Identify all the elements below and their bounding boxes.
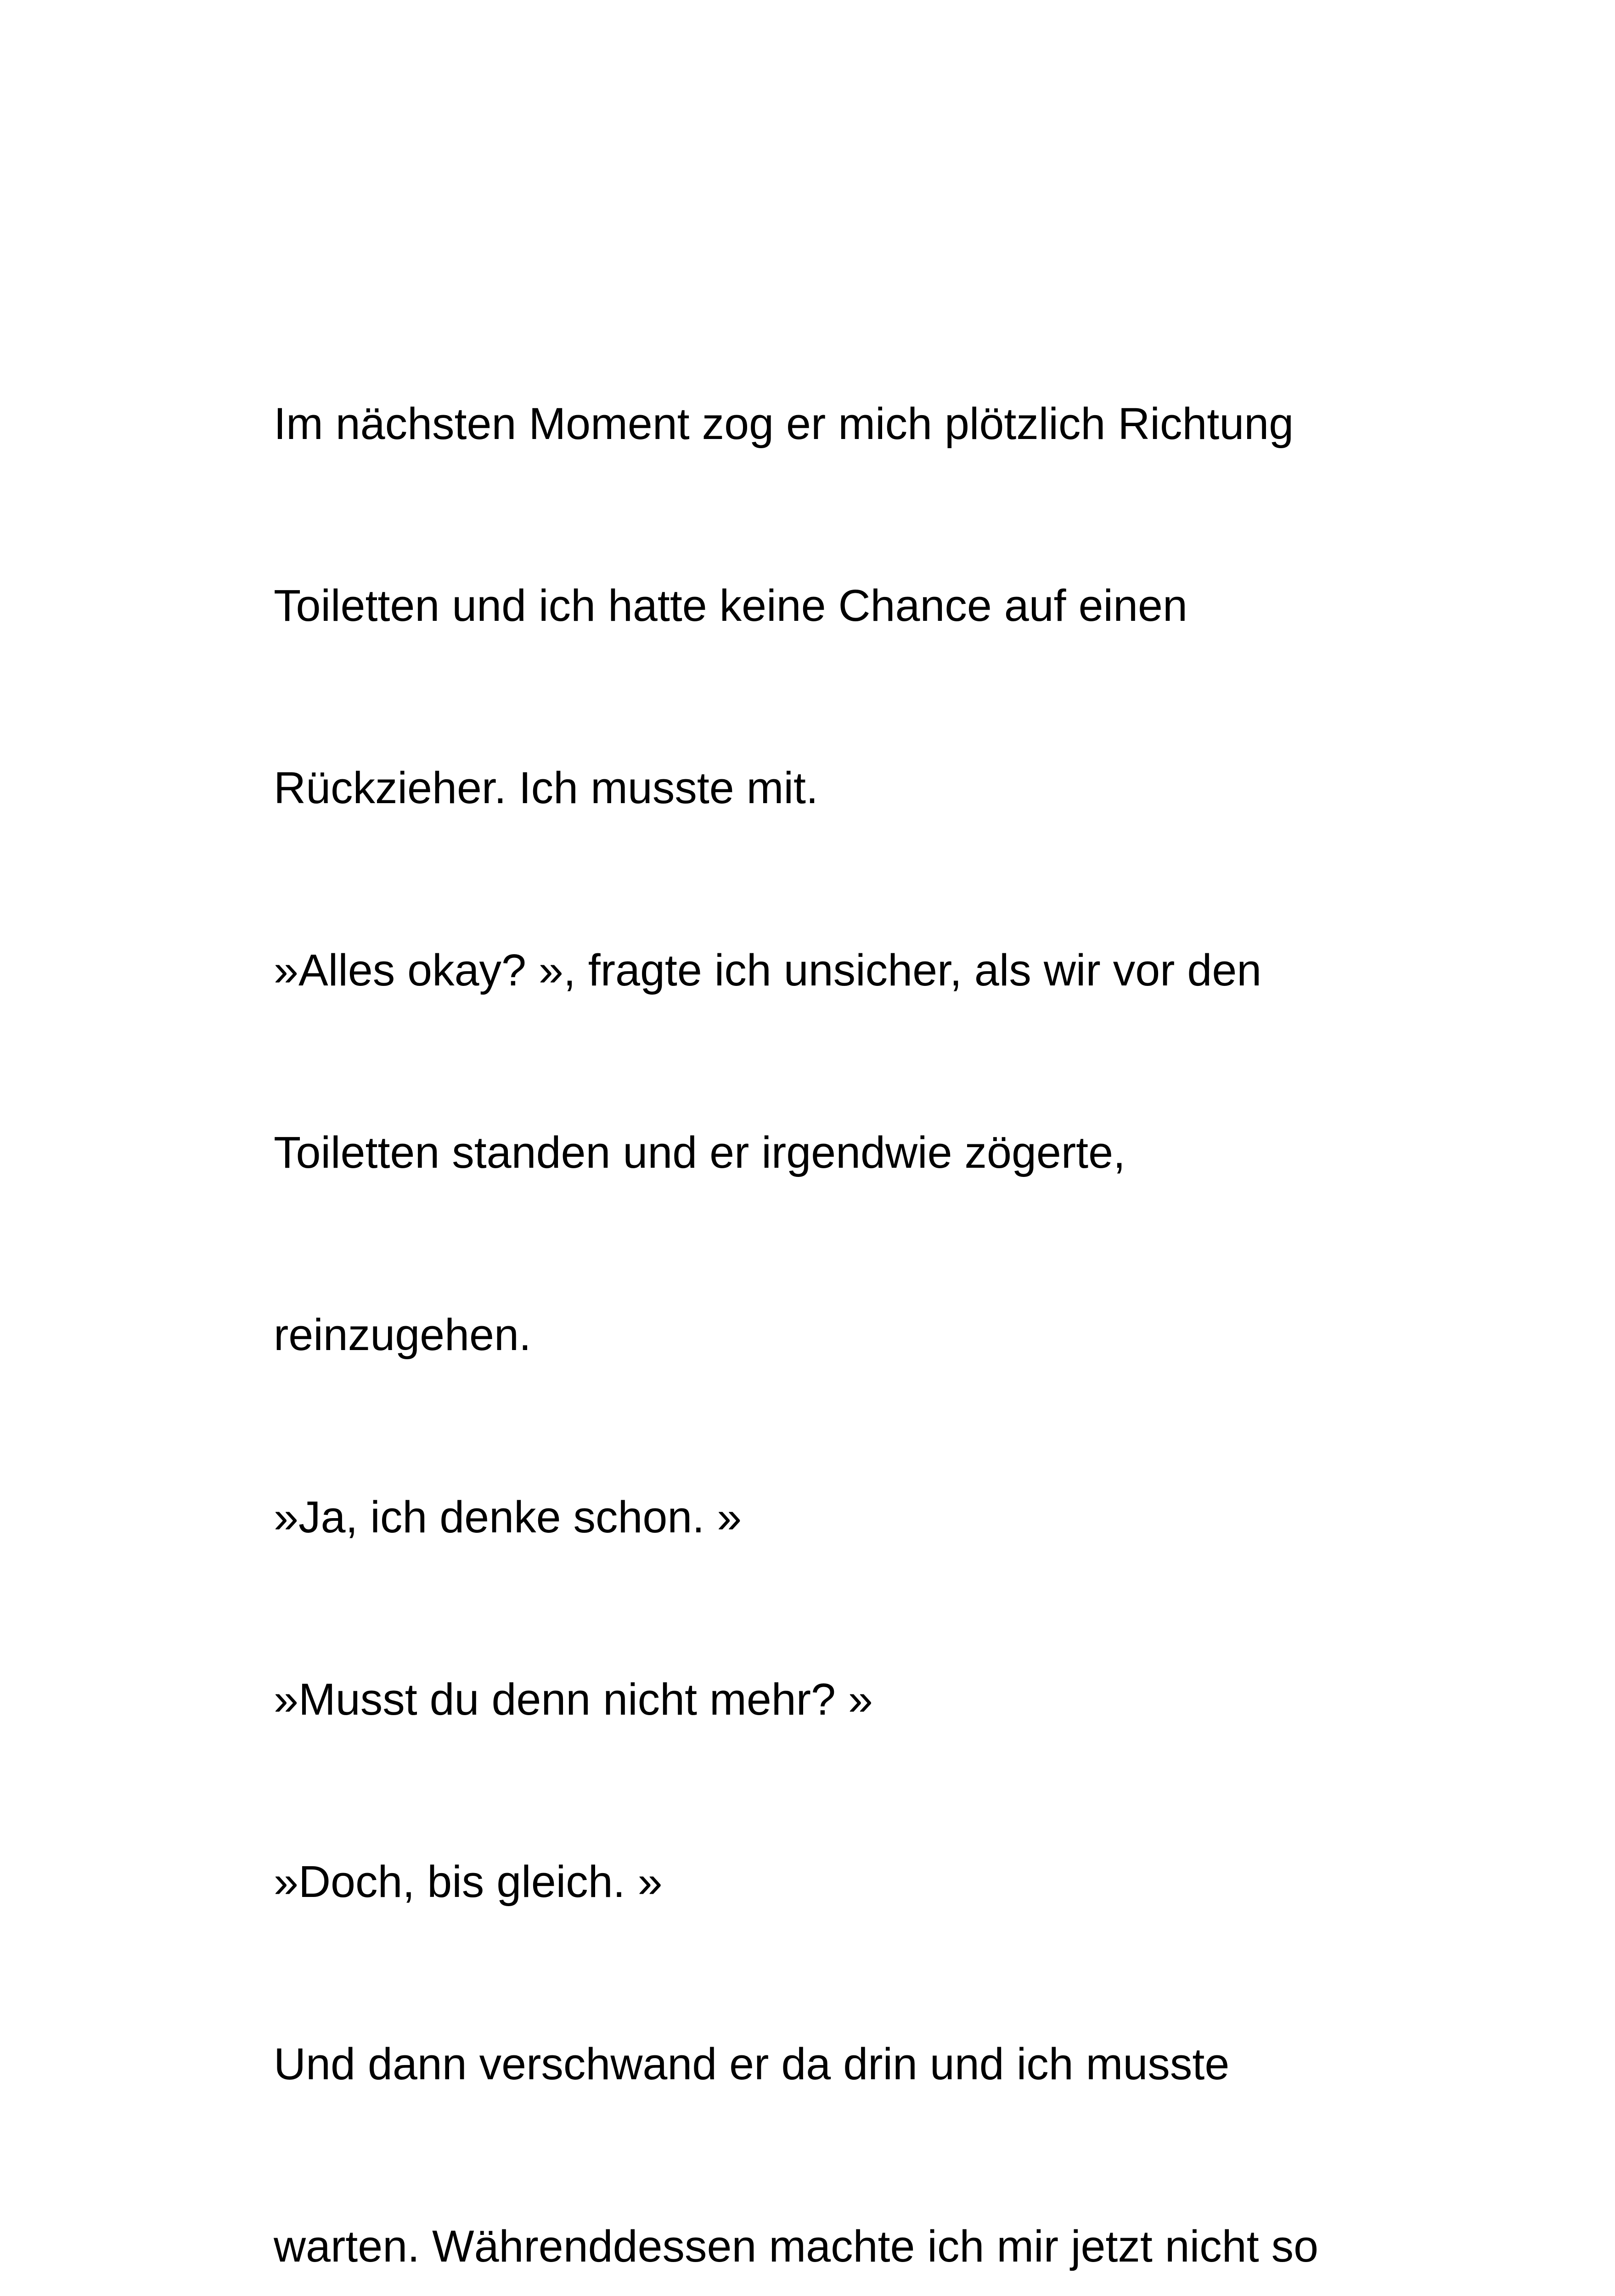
text-line-1: Im nächsten Moment zog er mich plötzlich Richtung <box>274 398 1294 449</box>
body-text <box>274 272 1399 2296</box>
text-line-8: »Musst du denn nicht mehr? » <box>274 1674 873 1724</box>
text-line-4: »Alles okay? », fragte ich unsicher, als wir vor den <box>274 945 1262 996</box>
text-line-7: »Ja, ich denke schon. » <box>274 1491 742 1542</box>
text-line-2: Toiletten und ich hatte keine Chance auf einen <box>274 580 1187 631</box>
text-line-10: Und dann verschwand er da drin und ich musste <box>274 2038 1230 2089</box>
text-line-9: »Doch, bis gleich. » <box>274 1856 663 1907</box>
text-line-11: warten. Währenddessen machte ich mir jetzt nicht so <box>274 2221 1319 2271</box>
text-line-5: Toiletten standen und er irgendwie zögerte, <box>274 1127 1125 1178</box>
text-line-6: reinzugehen. <box>274 1310 531 1360</box>
text-line-3: Rückzieher. Ich musste mit. <box>274 763 818 813</box>
